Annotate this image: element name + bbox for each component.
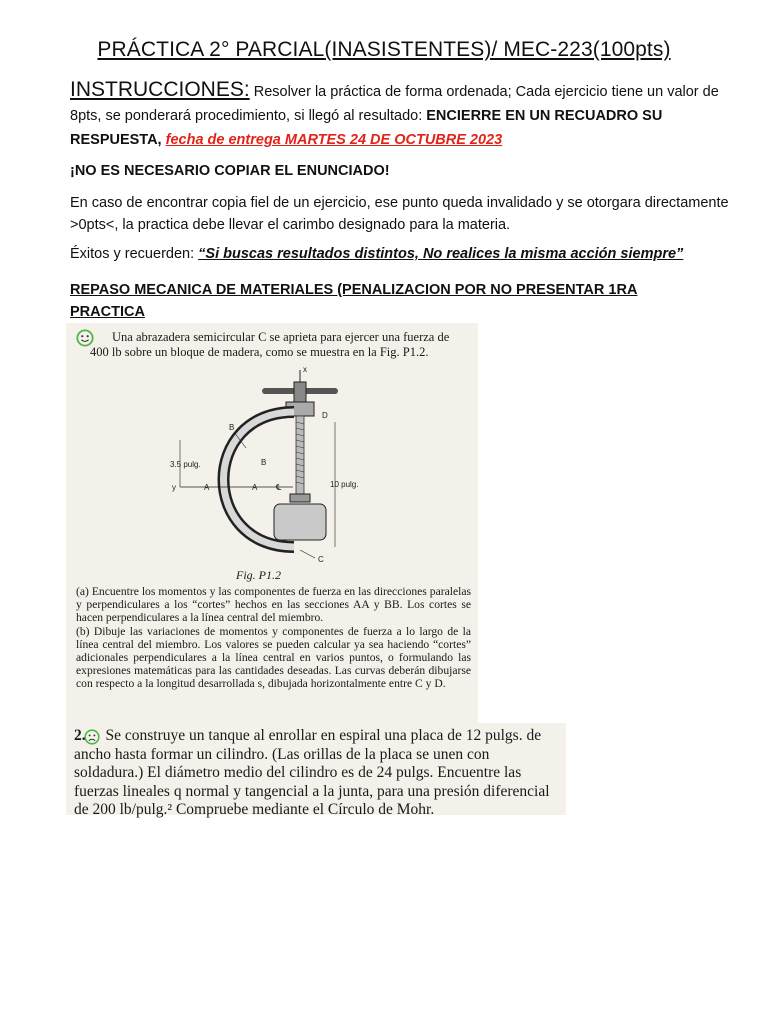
instructions-paragraph: [70, 78, 742, 152]
problem2-body: Se construye un tanque al enrollar en espiral una placa de 12 pulgs. de ancho hasta formar un cilindro. (Las orillas de la placa se unen con soldadura.) El diámetro medio del cilindro es de 24 pulgs. Encuentre las fuerzas lineales q normal y tangencial a la junta, para una presión diferencial de 200 lb/pulg.² Compruebe mediante el Círculo de Mohr.: [74, 727, 550, 818]
figure-caption: Fig. P1.2: [236, 568, 281, 582]
label-c: C: [318, 555, 324, 564]
problem1-part-a: (a) Encuentre los momentos y las componentes de fuerza en las direcciones paralelas y perpendiculares a los “cortes” hechos en las secciones AA y BB. Los cortes se hacen perpendiculares a la línea central del miembro.: [76, 585, 471, 625]
clamp-figure: [160, 362, 390, 572]
label-b-outer: B: [229, 423, 235, 432]
instructions-text: Resolver la práctica de forma ordenada; Cada ejercicio tiene un valor de 8pts, se ponderará procedimiento, si llegó al resultado:: [70, 84, 719, 124]
motto-quote: “Si buscas resultados distintos, No realices la misma acción siempre”: [198, 246, 684, 262]
instructions-bold: ENCIERRE EN UN RECUADRO SU RESPUESTA,: [70, 108, 663, 148]
label-b-inner: B: [261, 458, 267, 467]
label-y: y: [172, 483, 176, 492]
label-dim-left: 3.5 pulg.: [170, 460, 201, 469]
motto-lead: Éxitos y recuerden:: [70, 246, 199, 262]
label-a-right: A: [252, 483, 258, 492]
c-leader-line: [300, 550, 315, 558]
no-copy-notice: ¡NO ES NECESARIO COPIAR EL ENUNCIADO!: [70, 163, 390, 179]
deadline-text: fecha de entrega MARTES 24 DE OCTUBRE 2023: [165, 132, 503, 148]
label-dim-right: 10 pulg.: [330, 480, 359, 489]
section-heading: REPASO MECANICA DE MATERIALES (PENALIZACION POR NO PRESENTAR 1RA PRACTICA: [70, 282, 638, 320]
label-d: D: [322, 411, 328, 420]
problem1-intro: Una abrazadera semicircular C se aprieta para ejercer una fuerza de 400 lb sobre un bloque de madera, como se muestra en la Fig. P1.2.: [90, 330, 450, 359]
problem2-text: [74, 727, 562, 820]
label-a-left: A: [204, 483, 210, 492]
copy-rule-paragraph: En caso de encontrar copia fiel de un ejercicio, ese punto queda invalidado y se otorgara directamente >0pts<, la practica debe llevar el carimbo designado para la materia.: [70, 195, 729, 233]
motto-line: [70, 246, 683, 262]
label-centerline: ℄: [276, 483, 282, 492]
clamp-pad: [290, 494, 310, 502]
problem1-part-b: (b) Dibuje las variaciones de momentos y componentes de fuerza a lo largo de la línea central del miembro. Los valores se pueden calcular ya sea haciendo “cortes” adicionales perpendiculares a la línea central en varios puntos, o formulando las expresiones matemáticas para las cantidades deseadas. Las curvas deberán dibujarse con respecto a la longitud desarrollada s, dibujada horizontalmente entre C y D.: [76, 624, 471, 691]
instructions-label: INSTRUCCIONES:: [70, 78, 250, 101]
problem1-parts: [76, 585, 471, 691]
problem2-number: 2.: [74, 727, 86, 744]
wood-block: [274, 504, 326, 540]
label-x: x: [303, 365, 307, 374]
page-title: PRÁCTICA 2° PARCIAL(INASISTENTES)/ MEC-223(100pts): [97, 38, 671, 61]
